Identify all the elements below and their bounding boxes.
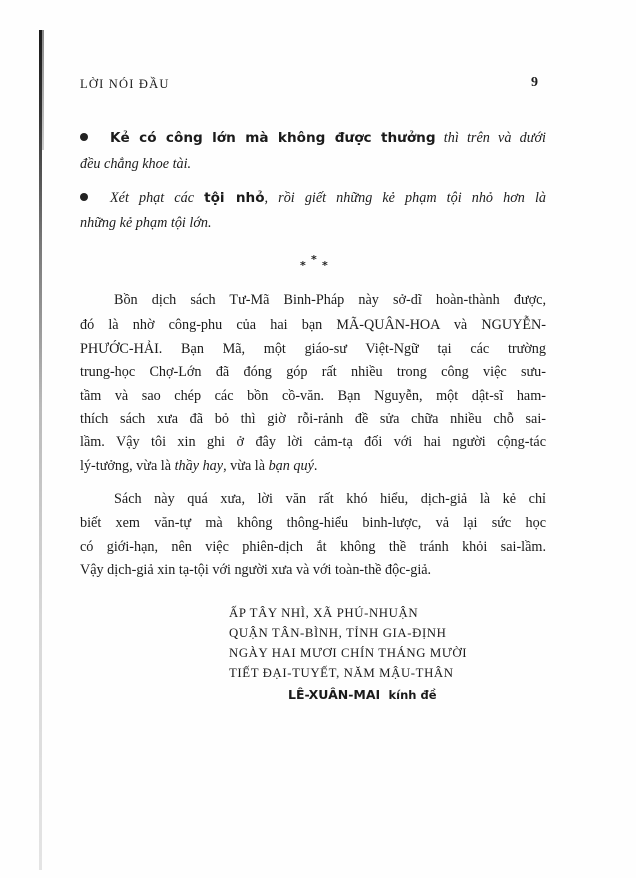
bullet-item-1-line-1	[80, 128, 546, 148]
page-number: 9	[531, 75, 538, 90]
paragraph-2-line: có giới-hạn, nên việc phiên-dịch ắt không thề tránh khỏi sai-lầm.	[80, 539, 546, 555]
binding-shadow-inner	[42, 30, 44, 150]
signature-address-line: NGÀY HAI MƯƠI CHÍN THÁNG MƯỜI	[229, 646, 468, 660]
signature-address-line: ẤP TÂY NHÌ, XÃ PHÚ-NHUẬN	[229, 606, 419, 620]
paragraph-1-line: trung-học Chợ-Lớn đã đóng góp rất nhiều trong công việc sưu-	[80, 364, 546, 380]
separator-star: *	[322, 259, 328, 272]
paragraph-1-line: đó là nhờ công-phu của hai bạn MÃ-QUÂN-HOA và NGUYỄN-	[80, 317, 546, 333]
bullet-icon	[80, 193, 88, 201]
paragraph-2-line: Sách này quá xưa, lời văn rất khó hiểu, dịch-giả là kẻ chỉ	[114, 491, 546, 507]
separator-star: *	[300, 259, 306, 272]
signature-address-line: QUẬN TÂN-BÌNH, TỈNH GIA-ĐỊNH	[229, 626, 447, 640]
signature-closing: kính đề	[388, 688, 437, 702]
paragraph-1-line: tầm và sao chép các bồn cồ-văn. Bạn Nguyễn, một dật-sĩ ham-	[80, 388, 546, 404]
bullet-italic-text: thì trên và dưới	[435, 130, 546, 146]
paragraph-2-line: biết xem văn-tự mà không thông-hiểu binh-lược, vả lại sức học	[80, 515, 546, 531]
paragraph-italic-text: thầy hay	[174, 458, 224, 474]
bullet-italic-text: Xét phạt các	[110, 190, 205, 206]
bullet-icon	[80, 133, 88, 141]
paragraph-italic-text: bạn quý	[268, 458, 314, 474]
paragraph-text: .	[313, 458, 318, 474]
bullet-bold-text: Kẻ có công lớn mà không được thưởng	[110, 130, 436, 146]
section-separator	[296, 253, 336, 273]
paragraph-1-line: Bồn dịch sách Tư-Mã Binh-Pháp này sở-dĩ hoàn-thành được,	[114, 292, 546, 308]
paragraph-1-line: PHƯỚC-HẢI. Bạn Mã, một giáo-sư Việt-Ngữ tại các trường	[80, 341, 546, 357]
bullet-bold-text: tội nhỏ	[204, 190, 265, 206]
bullet-item-2-line-2: những kẻ phạm tội lớn.	[80, 215, 212, 231]
running-title: LỜI NÓI ĐẦU	[80, 77, 170, 91]
author-name: LÊ-XUÂN-MAI	[288, 687, 381, 702]
paragraph-1-line: thích sách xưa đã bỏ thì giờ rỗi-rảnh đề sửa chữa nhiều chỗ sai-	[80, 411, 546, 427]
paragraph-1-line: lầm. Vậy tôi xin ghi ở đây lời cảm-tạ đối với hai người cộng-tác	[80, 434, 546, 450]
paragraph-1-last-line	[80, 456, 546, 476]
separator-star: *	[311, 253, 317, 266]
paragraph-2-line: Vậy dịch-giả xin tạ-tội với người xưa và với toàn-thề độc-giả.	[80, 562, 432, 578]
binding-shadow	[39, 30, 42, 870]
bullet-italic-text: , rồi giết những kẻ phạm tội nhỏ hơn là	[264, 190, 546, 206]
signature-author	[288, 687, 437, 702]
bullet-item-1-line-2: đều chẳng khoe tài.	[80, 156, 192, 172]
paragraph-text: lý-tưởng, vừa là	[80, 458, 175, 474]
signature-address-line: TIẾT ĐẠI-TUYẾT, NĂM MẬU-THÂN	[229, 666, 454, 680]
bullet-item-2-line-1	[80, 188, 546, 208]
paragraph-text: , vừa là	[223, 458, 269, 474]
